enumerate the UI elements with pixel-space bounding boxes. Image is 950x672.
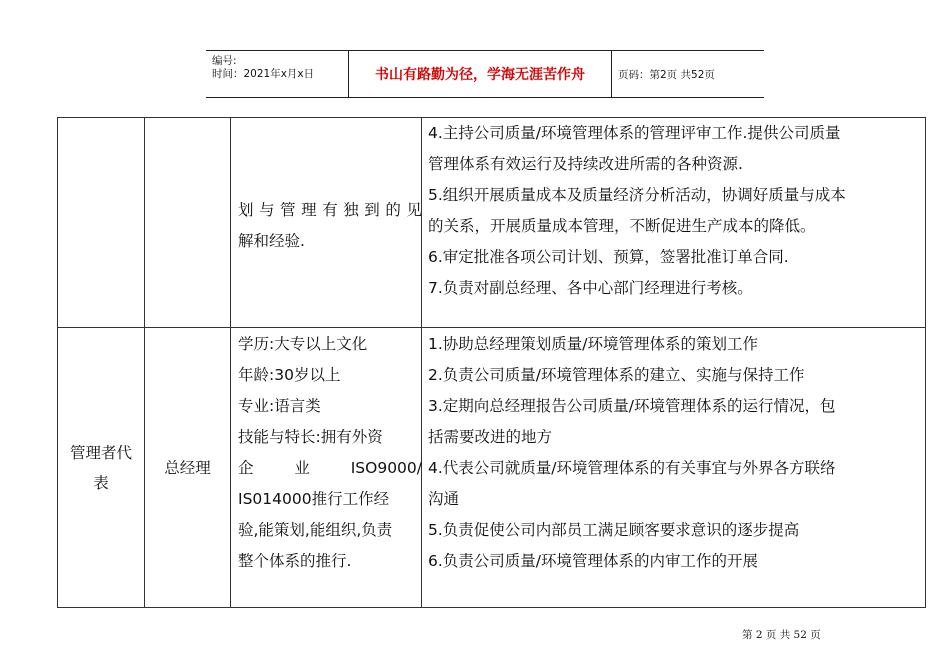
- role-name: 管理者代表: [69, 443, 132, 492]
- qualification-line: 划 与 管 理 有 独 到 的 见: [238, 201, 422, 219]
- duty-line: 5.负责促使公司内部员工满足顾客要求意识的逐步提高: [428, 521, 800, 539]
- duty-line: 1.协助总经理策划质量/环境管理体系的策划工作: [428, 335, 759, 353]
- duty-line: 6.审定批准各项公司计划、预算，签署批准订单合同.: [428, 248, 789, 266]
- header-page-label: 页码：第2页 共52页: [618, 68, 715, 81]
- qualification-line: 解和经验.: [238, 232, 305, 250]
- duty-line: 沟通: [428, 490, 460, 508]
- qualification-line: 学历:大专以上文化: [238, 335, 368, 353]
- qualification-line: 技能与特长:拥有外资: [238, 428, 383, 446]
- duty-line: 括需要改进的地方: [428, 428, 553, 446]
- page-footer: 第 2 页 共 52 页: [742, 629, 821, 641]
- row2-qualifications: [238, 329, 422, 577]
- concurrent-position-cell: [145, 328, 230, 607]
- qualification-line: 年龄:30岁以上: [238, 366, 341, 384]
- qualification-line: 企 业 ISO9000/: [238, 459, 422, 477]
- concurrent-position: 总经理: [164, 458, 211, 477]
- responsibility-table: [57, 117, 926, 608]
- time-label: 时间：2021年x月x日: [212, 68, 315, 80]
- column-divider: [230, 118, 231, 607]
- duty-line: 4.主持公司质量/环境管理体系的管理评审工作.提供公司质量: [428, 124, 841, 142]
- header-info-cell: [206, 51, 348, 97]
- qualification-line: 专业:语言类: [238, 397, 321, 415]
- qualification-line: 整个体系的推行.: [238, 552, 352, 570]
- qualification-line: IS014000推行工作经: [238, 490, 390, 508]
- qualification-line: 验,能策划,能组织,负责: [238, 521, 393, 539]
- role-cell: [58, 328, 144, 607]
- code-label: 编号:: [212, 55, 237, 67]
- row2-duties: [428, 329, 836, 577]
- duty-line: 3.定期向总经理报告公司质量/环境管理体系的运行情况，包: [428, 397, 836, 415]
- motto: 书山有路勤为径，学海无涯苦作舟: [348, 51, 612, 97]
- row1-qualifications: [238, 195, 422, 257]
- duty-line: 2.负责公司质量/环境管理体系的建立、实施与保持工作: [428, 366, 805, 384]
- duty-line: 4.代表公司就质量/环境管理体系的有关事宜与外界各方联络: [428, 459, 836, 477]
- row1-duties: [428, 118, 846, 304]
- duty-line: 5.组织开展质量成本及质量经济分析活动，协调好质量与成本: [428, 186, 846, 204]
- duty-line: 管理体系有效运行及持续改进所需的各种资源.: [428, 155, 743, 173]
- duty-line: 7.负责对副总经理、各中心部门经理进行考核。: [428, 279, 753, 297]
- duty-line: 的关系，开展质量成本管理，不断促进生产成本的降低。: [428, 217, 816, 235]
- duty-line: 6.负责公司质量/环境管理体系的内审工作的开展: [428, 552, 759, 570]
- page-header: [206, 50, 764, 98]
